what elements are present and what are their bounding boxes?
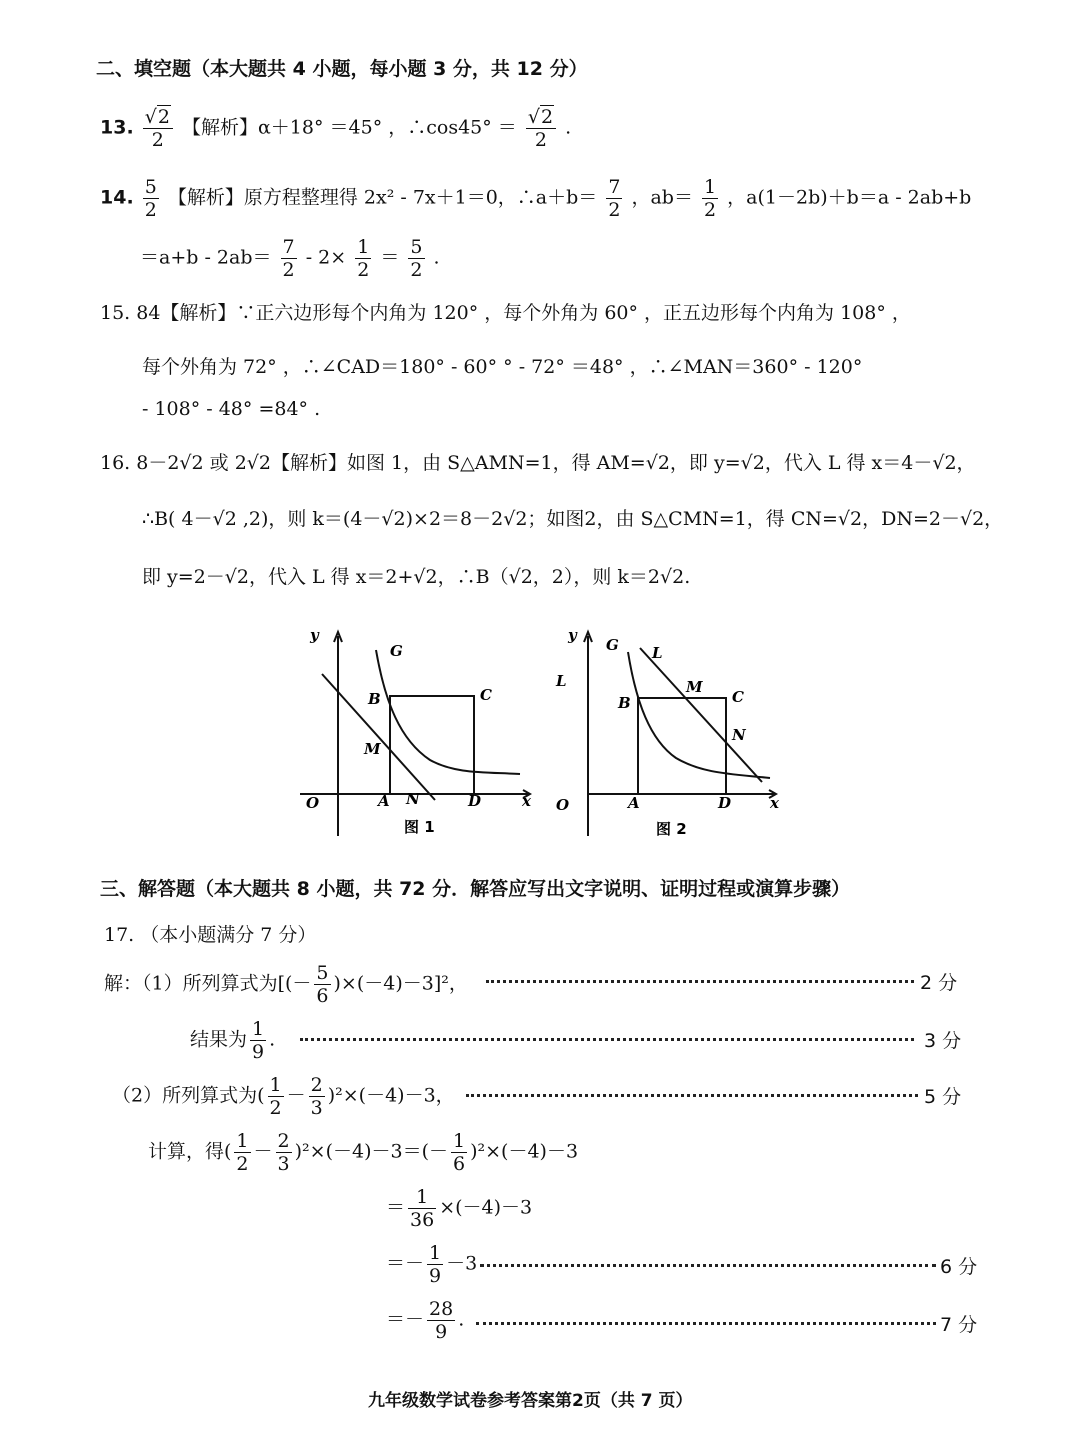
fig2-label-l-top: L <box>652 644 663 662</box>
q17-step-7: ＝－ $\frac{28}{9}$ . <box>386 1298 465 1343</box>
q13-line: 13. $\frac{√2}{2}$ 【解析】α＋18° ＝45° ，∴cos45° ＝ $\frac{√2}{2}$ . <box>100 106 572 151</box>
q17-step-6-score: 6 分 <box>940 1256 978 1278</box>
fig2-label-a: A <box>628 794 640 812</box>
fig1-label-a: A <box>378 792 390 810</box>
fig1-label-b: B <box>368 690 381 708</box>
q17-step-1-leader <box>486 980 914 983</box>
q15-line-3: - 108° - 48° =84° . <box>142 398 321 420</box>
q13-analysis: 【解析】α＋18° ＝45° ，∴cos45° ＝ <box>181 116 517 139</box>
figure-2 <box>548 622 788 840</box>
q17-step-2-score: 3 分 <box>924 1030 962 1052</box>
figure-1 <box>290 622 540 840</box>
q16-line-3: 即 y=2－√2，代入 L 得 x＝2+√2，∴B（√2，2），则 k＝2√2. <box>142 566 691 588</box>
q17-step-7-score: 7 分 <box>940 1314 978 1336</box>
q13-result-fraction: $\frac{√2}{2}$ <box>526 106 556 151</box>
q17-step-3-leader <box>466 1094 918 1097</box>
q17-step-1: 解：（1）所列算式为[(－ $\frac{5}{6}$ )×(－4)－3]²， <box>104 962 468 1007</box>
fig2-line-l <box>640 648 762 782</box>
q17-title: 17. （本小题满分 7 分） <box>104 924 317 946</box>
fig1-label-g: G <box>390 642 403 660</box>
q13-answer-fraction: $\frac{√2}{2}$ <box>143 106 173 151</box>
fig1-label-n: N <box>406 790 420 808</box>
q13-number: 13. <box>100 116 134 139</box>
fig2-label-o: O <box>556 796 570 814</box>
fig1-label-m: M <box>364 740 381 758</box>
fig2-label-x: x <box>770 794 779 812</box>
fig1-label-d: D <box>468 792 482 810</box>
q16-line-2: ∴B( 4－√2 ,2)，则 k＝(4－√2)×2＝8－2√2；如图2，由 S△CMN=1，得 CN=√2，DN=2－√2， <box>142 508 1004 530</box>
fig1-rectangle-abcd <box>390 696 474 794</box>
page-footer: 九年级数学试卷参考答案第2页（共 7 页） <box>368 1391 693 1411</box>
fig1-label-c: C <box>480 686 492 704</box>
fig2-label-b: B <box>618 694 631 712</box>
q17-step-1-score: 2 分 <box>920 972 958 994</box>
q17-step-3-score: 5 分 <box>924 1086 962 1108</box>
q17-step-7-leader <box>476 1322 936 1325</box>
fig1-curve-g <box>376 650 520 774</box>
fig2-label-n: N <box>732 726 746 744</box>
section-2-heading: 二、填空题（本大题共 4 小题，每小题 3 分，共 12 分） <box>96 58 588 80</box>
q17-step-4: 计算，得( $\frac{1}{2}$ － $\frac{2}{3}$ )²×(－4)－3＝(－ $\frac{1}{6}$ )²×(－4)－3 <box>148 1130 579 1175</box>
fig2-label-g: G <box>606 636 619 654</box>
section-3-heading: 三、解答题（本大题共 8 小题，共 72 分．解答应写出文字说明、证明过程或演算步骤） <box>100 878 851 900</box>
q16-line-1: 16. 8－2√2 或 2√2【解析】如图 1，由 S△AMN=1，得 AM=√2，即 y=√2，代入 L 得 x＝4－√2， <box>100 452 976 474</box>
fig2-label-y: y <box>568 626 577 644</box>
fig2-curve-g <box>628 652 770 778</box>
q17-step-2: 结果为 $\frac{1}{9}$ . <box>190 1018 276 1063</box>
fig2-label-l-side: L <box>556 672 567 690</box>
fig1-caption: 图 1 <box>404 818 435 836</box>
fig1-label-o: O <box>306 794 320 812</box>
q17-step-2-leader <box>300 1038 914 1041</box>
q17-step-5: ＝ $\frac{1}{36}$ ×(－4)－3 <box>386 1186 533 1231</box>
fig2-label-d: D <box>718 794 732 812</box>
fig2-caption: 图 2 <box>656 820 687 838</box>
fig2-label-m: M <box>686 678 703 696</box>
q14-line-2: ＝a+b - 2ab＝ $\frac{7}{2}$ - 2× $\frac{1}{2}$ ＝ $\frac{5}{2}$ . <box>140 236 440 281</box>
fig2-label-c: C <box>732 688 744 706</box>
q15-line-2: 每个外角为 72° ，∴∠CAD＝180° - 60° ° - 72° ＝48° ，∴∠MAN＝360° - 120° <box>142 356 863 378</box>
fig1-label-y: y <box>310 626 319 644</box>
q17-step-3: （2）所列算式为( $\frac{1}{2}$ － $\frac{2}{3}$ )²×(－4)－3， <box>112 1074 455 1119</box>
q14-answer-fraction: $\frac{5}{2}$ <box>144 176 157 221</box>
q14-line-1: 14. $\frac{5}{2}$ 【解析】原方程整理得 2x² - 7x＋1＝0，∴a＋b＝ $\frac{7}{2}$ ，ab＝ $\frac{1}{2}$ ，a(1－2b)＋b＝a - 2ab+b <box>100 176 972 221</box>
q17-step-6: ＝－ $\frac{1}{9}$ －3 <box>386 1242 478 1287</box>
fig2-rectangle-abcd <box>638 698 726 794</box>
q15-line-1: 15. 84【解析】∵正六边形每个内角为 120° ，每个外角为 60° ，正五边形每个内角为 108° ， <box>100 302 911 324</box>
q17-step-6-leader <box>480 1264 936 1267</box>
fig1-label-x: x <box>522 792 531 810</box>
q14-number: 14. <box>100 186 134 209</box>
